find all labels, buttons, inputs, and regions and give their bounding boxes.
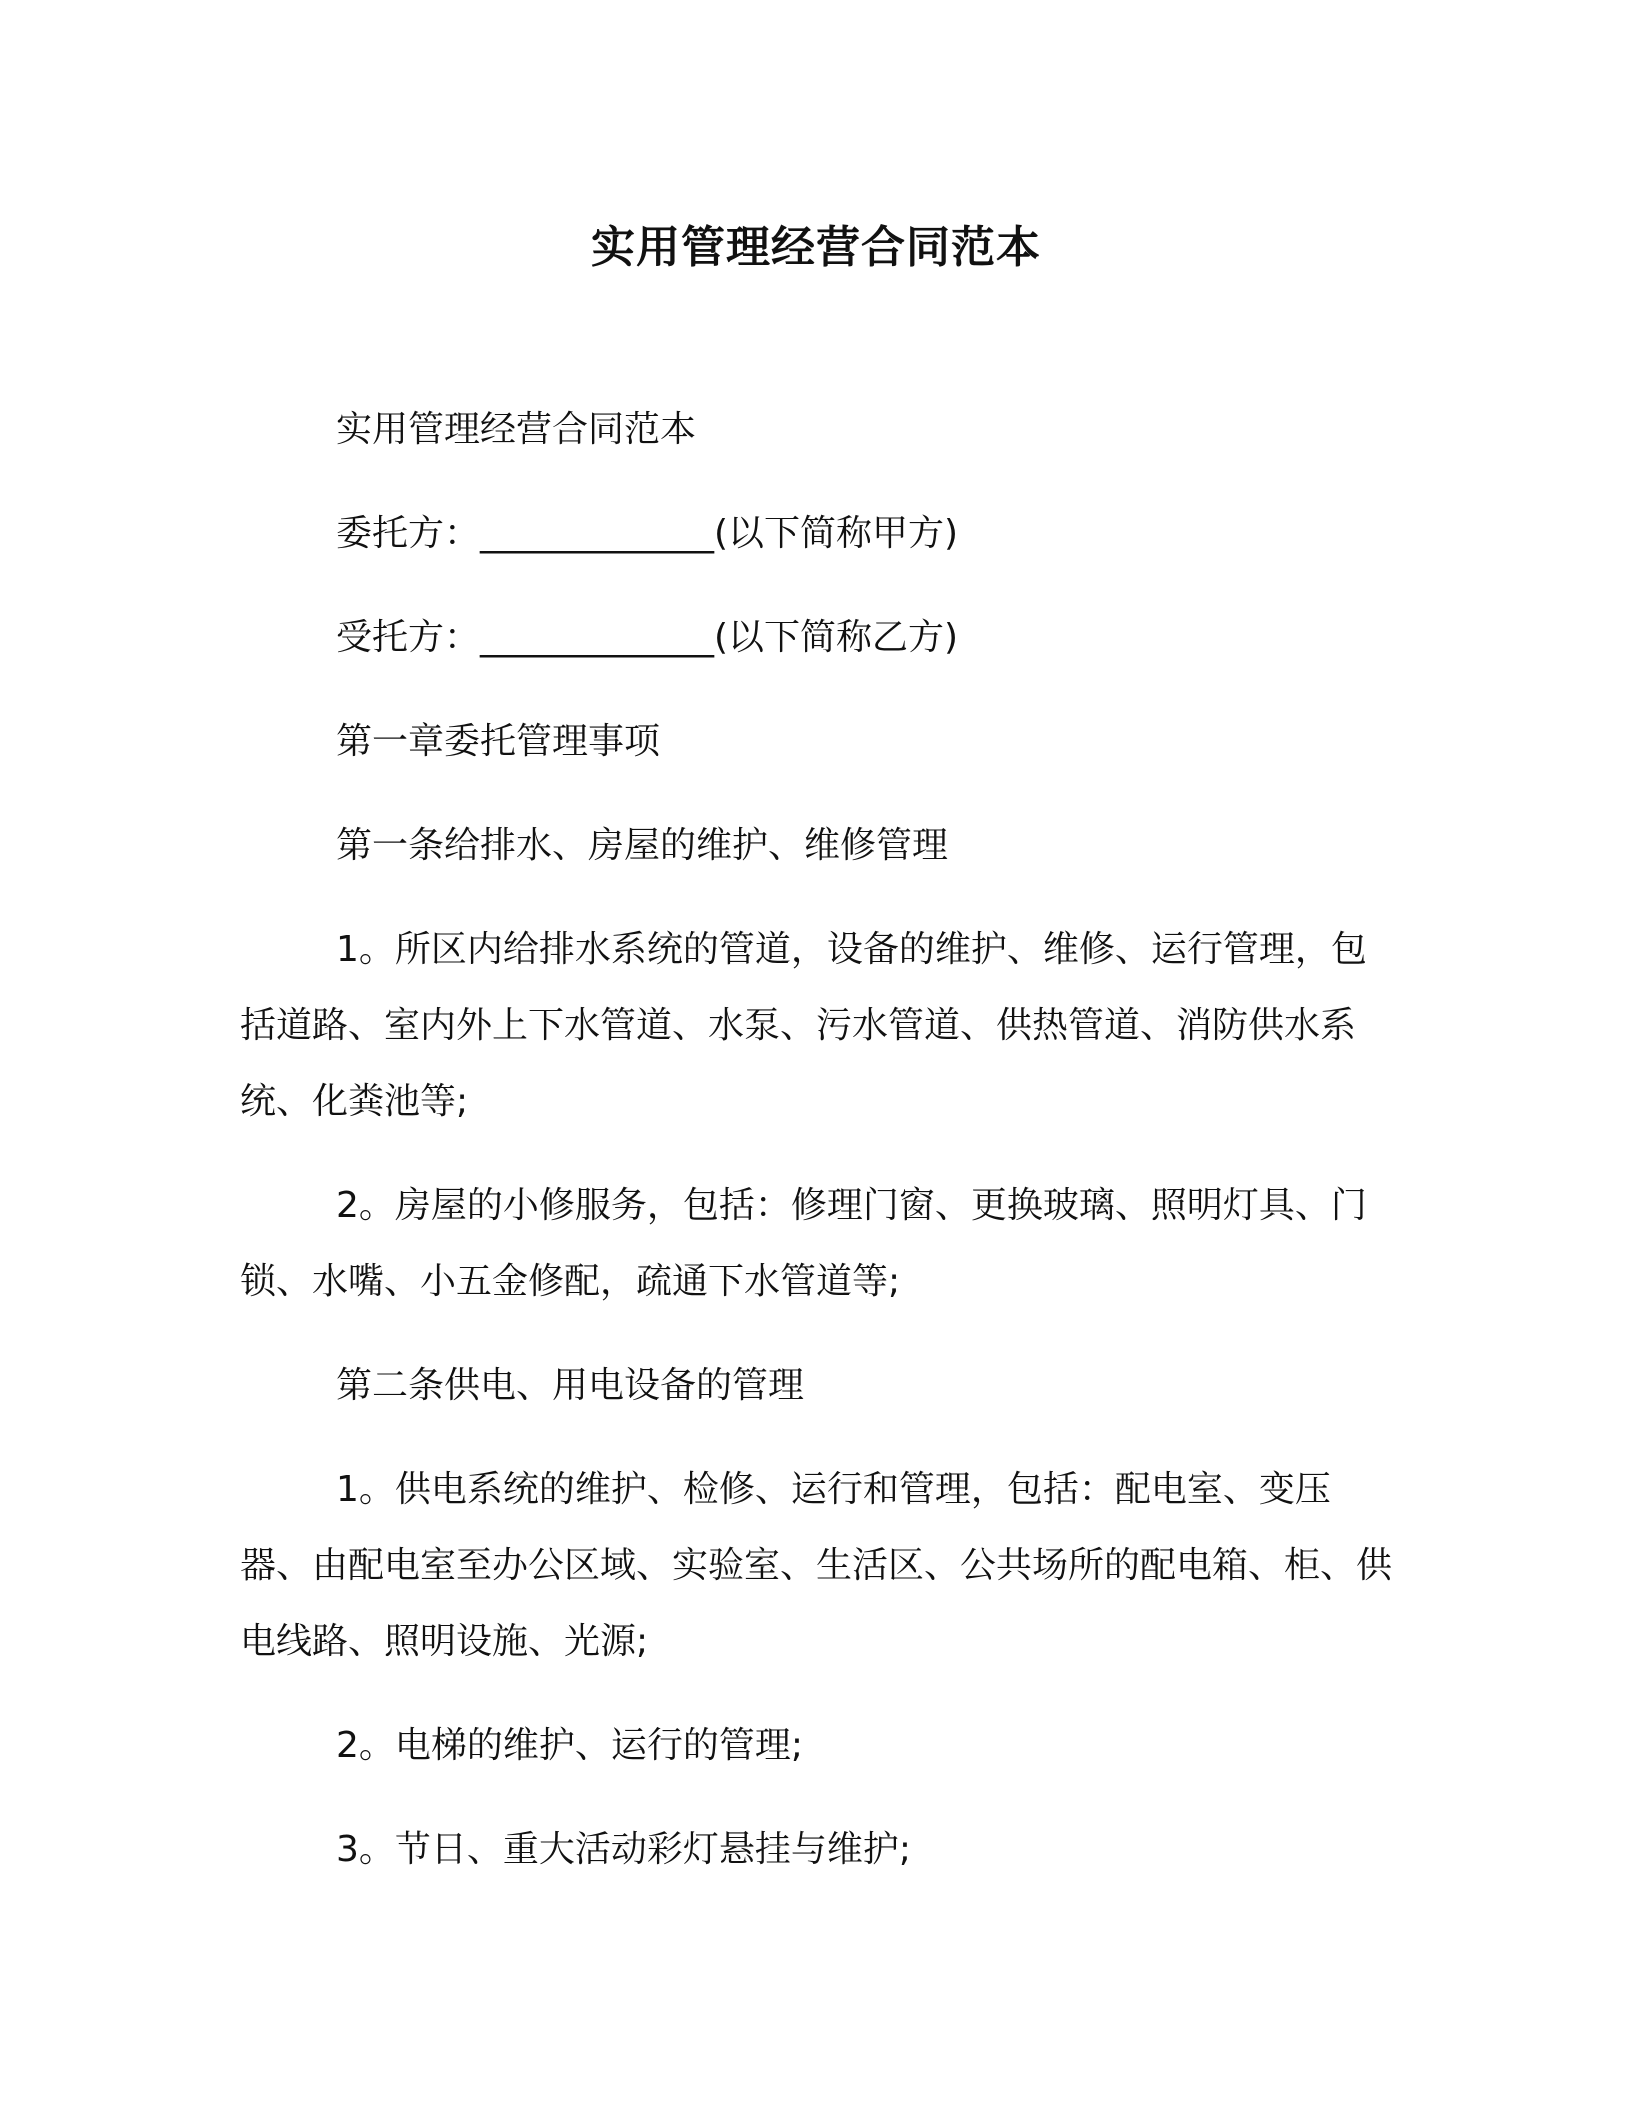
article-heading-2: 第二条供电、用电设备的管理	[336, 1365, 805, 1406]
document-body	[240, 392, 1392, 1916]
clause-1-1: 1。所区内给排水系统的管道，设备的维护、维修、运行管理，包括道路、室内外上下水管道、水泵、污水管道、供热管道、消防供水系统、化粪池等;	[240, 929, 1367, 1122]
clause-2-3: 3。节日、重大活动彩灯悬挂与维护;	[336, 1829, 912, 1870]
clause-2-1: 1。供电系统的维护、检修、运行和管理，包括：配电室、变压器、由配电室至办公区域、实验室、生活区、公共场所的配电箱、柜、供电线路、照明设施、光源;	[240, 1469, 1393, 1662]
article-heading-1: 第一条给排水、房屋的维护、维修管理	[336, 825, 949, 866]
paragraph-contractor: 受托方：_____________(以下简称乙方)	[336, 617, 959, 658]
clause-2-2: 2。电梯的维护、运行的管理;	[336, 1725, 804, 1766]
clause-1-2: 2。房屋的小修服务，包括：修理门窗、更换玻璃、照明灯具、门锁、水嘴、小五金修配，疏通下水管道等;	[240, 1185, 1367, 1302]
chapter-heading: 第一章委托管理事项	[336, 721, 661, 762]
paragraph-client: 委托方：_____________(以下简称甲方)	[336, 513, 959, 554]
document-title: 实用管理经营合同范本	[591, 222, 1041, 273]
paragraph-subtitle: 实用管理经营合同范本	[336, 409, 697, 450]
